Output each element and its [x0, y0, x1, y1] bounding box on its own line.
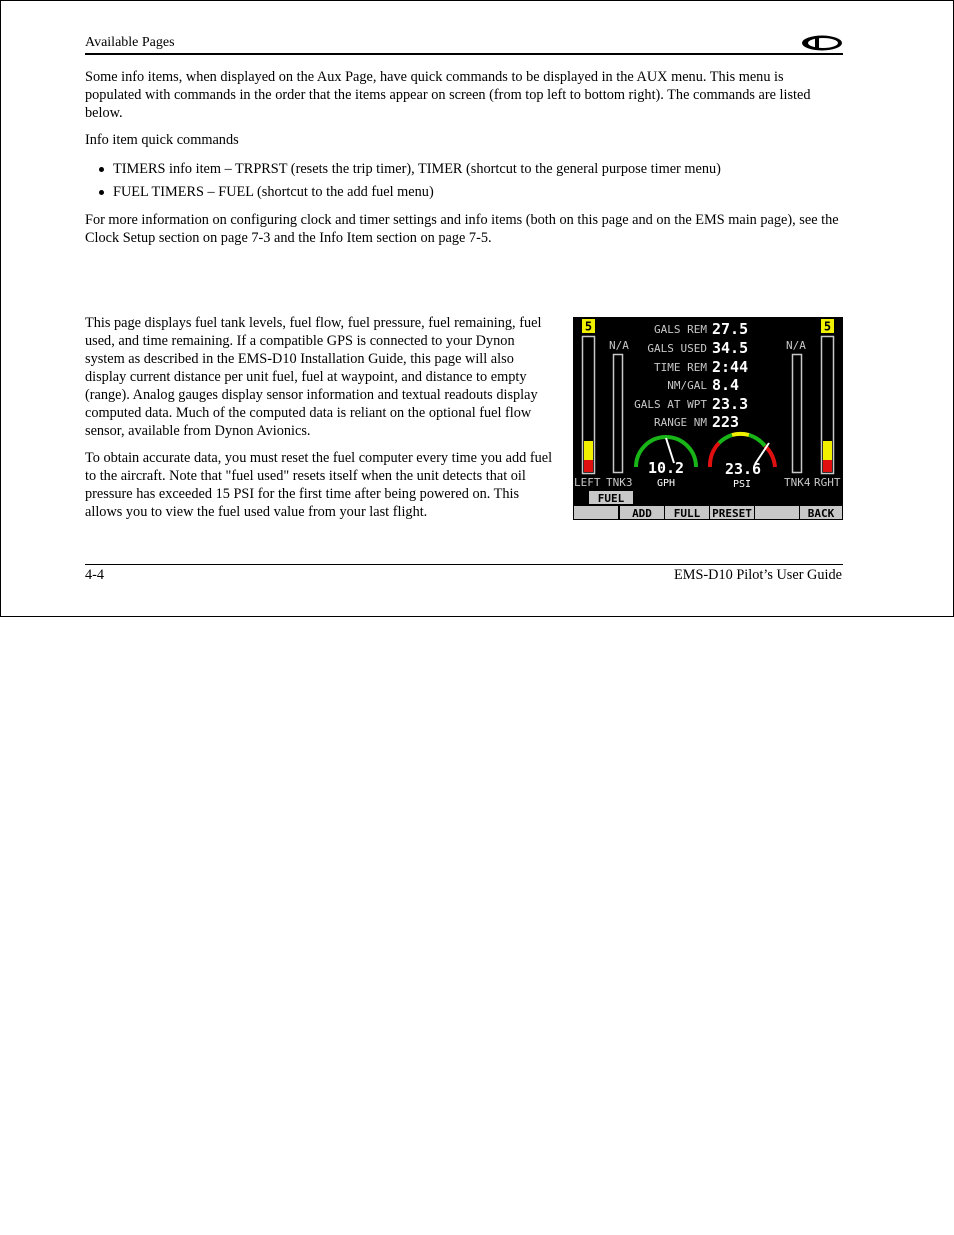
left-tank-value: 5: [584, 319, 593, 334]
readout-value: 34.5: [712, 339, 749, 357]
tnk3-value: N/A: [609, 339, 629, 352]
fuel-page-description: This page displays fuel tank levels, fuel flow, fuel pressure, fuel remaining, fuel used, and time remaining. If a compatible GPS is connected to your Dynon system as described in the EMS-D10 Installation Guide, this page will also display current distance per unit fuel, fuel at waypoint, and distance to empty (range). Analog gauges display sensor information and textual readouts display computed data. Much of the computed data is reliant on the optional fuel flow sensor, available from Dynon Avionics.: [85, 315, 542, 439]
fuel-page-screenshot: [573, 317, 843, 520]
fuel-pressure-red-high: [765, 446, 775, 467]
readout-label: GALS USED: [647, 342, 707, 355]
guide-title: EMS-D10 Pilot’s User Guide: [674, 567, 842, 583]
readout-label: NM/GAL: [667, 379, 707, 392]
readout-value: 27.5: [712, 320, 749, 338]
bullet-icon: [99, 190, 104, 195]
list-item: TIMERS info item – TRPRST (resets the trip timer), TIMER (shortcut to the general purpose timer menu): [85, 159, 843, 182]
menu-button-full-label: FULL: [673, 507, 701, 520]
header-title: Available Pages: [85, 35, 175, 50]
fuel-pressure-green-low: [719, 435, 732, 443]
fuel-reset-note: To obtain accurate data, you must reset the fuel computer every time you add fuel to the aircraft. Note that "fuel used" resets itself when the unit detects that oil pressure has exceeded 15 PSI for the first time after being powered on. This allows you to view the fuel used value from your last flight.: [85, 450, 553, 520]
intro-paragraph: Some info items, when displayed on the Aux Page, have quick commands to be displayed in the AUX menu. This menu is populated with commands in the order that the items appear on screen (from top left to bottom right). The commands are listed below.: [85, 69, 811, 121]
page-number: 4-4: [85, 567, 105, 583]
fuel-pressure-red-low: [710, 443, 719, 467]
readout-label: GALS REM: [654, 323, 707, 336]
left-tank-yellow-band: [584, 441, 593, 460]
readout-label: GALS AT WPT: [634, 398, 707, 411]
header-rule: [85, 53, 843, 55]
fuel-pressure-unit: PSI: [732, 479, 752, 490]
menu-button-1[interactable]: [574, 506, 618, 519]
right-tank-value: 5: [823, 319, 832, 334]
right-tank-red-band: [823, 460, 832, 472]
quick-commands-heading: Info item quick commands: [85, 132, 239, 148]
readout-value: 2:44: [712, 358, 749, 376]
readout-value: 23.3: [712, 395, 749, 413]
footer-rule: [85, 564, 843, 565]
dynon-logo-icon: [801, 34, 843, 52]
list-item: FUEL TIMERS – FUEL (shortcut to the add fuel menu): [85, 182, 843, 205]
more-info-paragraph: For more information on configuring clock and timer settings and info items (both on this page and on the EMS main page), see the Clock Setup section on page 7-3 and the Info Item section on page 7-5.: [85, 212, 839, 246]
document-page: [0, 0, 954, 617]
left-tank-red-band: [584, 460, 593, 472]
left-tank-label: LEFT: [574, 476, 601, 489]
fuel-flow-unit: GPH: [656, 478, 676, 489]
fuel-pressure-green-high: [749, 435, 765, 446]
fuel-pressure-yellow: [732, 434, 749, 435]
page-label: FUEL: [597, 492, 625, 505]
menu-button-add-label: ADD: [632, 507, 652, 520]
right-tank-yellow-band: [823, 441, 832, 460]
menu-button-5[interactable]: [755, 506, 799, 519]
readout-value: 8.4: [712, 376, 740, 394]
right-tank-label: RGHT: [814, 476, 841, 489]
tnk3-label: TNK3: [606, 476, 633, 489]
readout-label: RANGE NM: [654, 416, 707, 429]
fuel-flow-value: 10.2: [647, 459, 685, 477]
quick-commands-list: [85, 159, 843, 205]
tnk4-label: TNK4: [784, 476, 811, 489]
menu-button-preset-label: PRESET: [712, 507, 752, 520]
fuel-pressure-value: 23.6: [724, 460, 762, 478]
tnk3-gauge: [614, 355, 623, 473]
tnk4-value: N/A: [786, 339, 806, 352]
bullet-icon: [99, 167, 104, 172]
menu-button-back-label: BACK: [807, 507, 835, 520]
readout-value: 223: [712, 413, 740, 431]
readout-label: TIME REM: [654, 361, 707, 374]
tnk4-gauge: [793, 355, 802, 473]
